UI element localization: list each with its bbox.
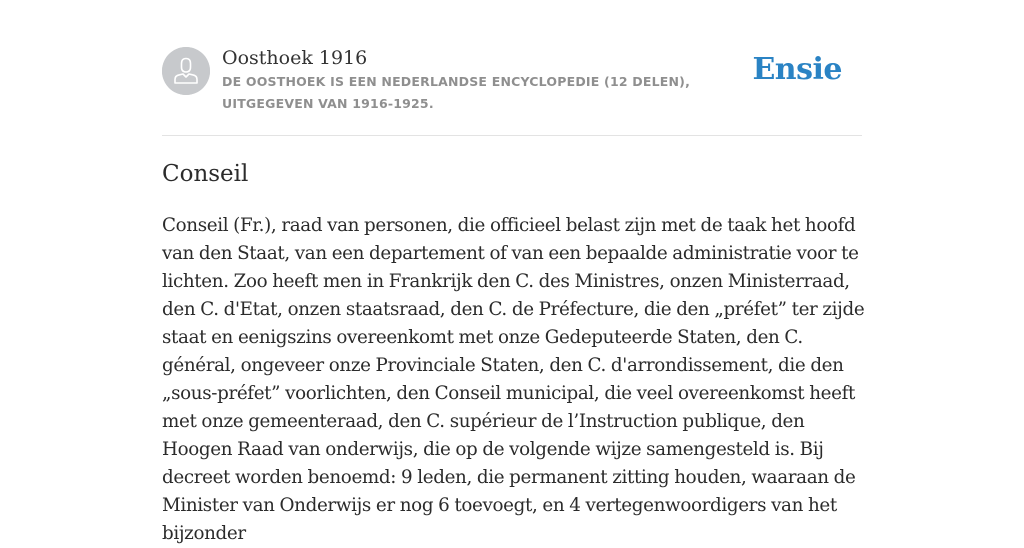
article-body: Conseil (Fr.), raad van personen, die officieel belast zijn met de taak het hoofd van den Staat, van een departement of van een bepaalde administratie voor te lichten. Zoo heeft men in Frankrijk den C. des Ministres, onzen Ministerraad, den C. d'Etat, onzen staatsraad, den C. de Préfecture, die den „préfet” ter zijde staat en eenigszins overeenkomt met onze Gedeputeerde Staten, den C. général, ongeveer onze Provinciale Staten, den C. d'arrondissement, die den „sous-préfet” voorlichten, den Conseil municipal, die veel overeenkomst heeft met onze gemeenteraad, den C. supérieur de l’Instruction publique, den Hoogen Raad van onderwijs, die op de volgende wijze samengesteld is. Bij decreet worden benoemd: 9 leden, die permanent zitting houden, waaraan de Minister van Onderwijs er nog 6 toevoegt, en 4 vertegenwoordigers van het bijzonder <box>162 215 865 544</box>
ensie-logo[interactable]: Ensie <box>752 52 842 87</box>
source-header <box>162 46 862 136</box>
source-name[interactable]: Oosthoek 1916 <box>222 47 368 69</box>
source-description: DE OOSTHOEK IS EEN NEDERLANDSE ENCYCLOPEDIE (12 DELEN), UITGEGEVEN VAN 1916-1925. <box>222 74 691 111</box>
avatar <box>162 47 210 95</box>
user-icon <box>162 47 210 95</box>
article-title: Conseil <box>162 161 249 187</box>
header-divider <box>162 135 862 136</box>
